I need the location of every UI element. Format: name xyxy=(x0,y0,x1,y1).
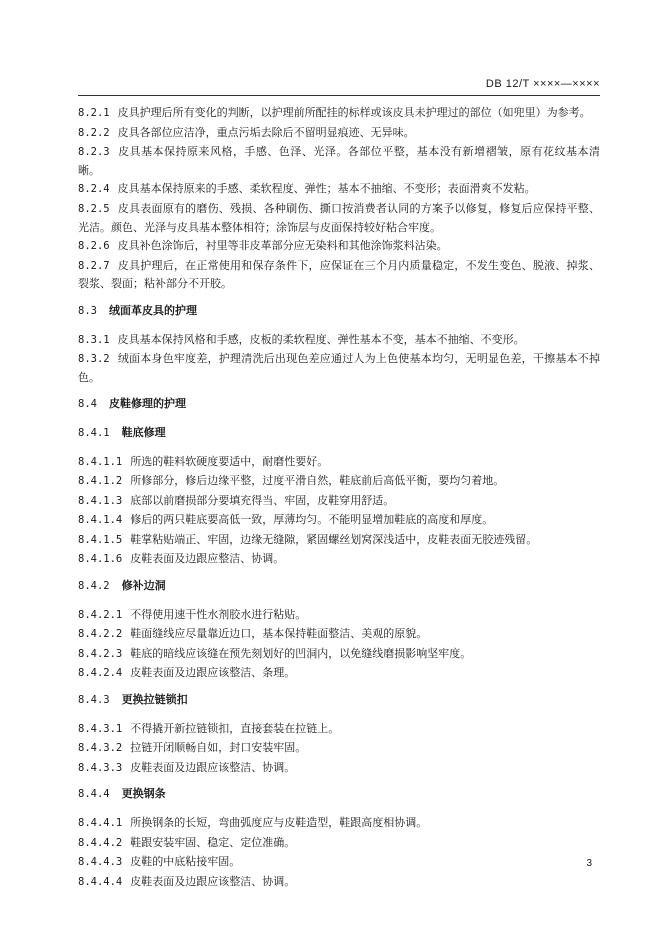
clause-paragraph xyxy=(78,834,600,853)
clause-number: 8.4.2 xyxy=(78,580,110,593)
clause-text: 皮鞋表面及边跟应该整洁、协调。 xyxy=(130,760,296,774)
clause-paragraph xyxy=(78,180,600,199)
subsection-heading xyxy=(78,691,600,710)
section-heading xyxy=(78,302,600,321)
clause-paragraph xyxy=(78,645,600,664)
clause-number: 8.4.2.4 xyxy=(78,667,123,680)
document-code: DB 12/T ××××—×××× xyxy=(485,78,600,90)
clause-number: 8.2.7 xyxy=(78,259,110,272)
clause-number: 8.2.1 xyxy=(78,107,110,119)
clause-text: 皮鞋修理的护理 xyxy=(108,397,186,411)
clause-text: 皮鞋的中底粘接牢固。 xyxy=(130,855,241,869)
clause-paragraph xyxy=(78,143,600,179)
clause-text: 皮具护理后，在正常使用和保存条件下，应保证在三个月内质量稳定，不发生变色、脱液、掉浆、裂浆、裂面；粘补部分不开胶。 xyxy=(78,258,600,291)
clause-text: 所修部分，修后边缘平整，过度平滑自然，鞋底前后高低平衡，要均匀着地。 xyxy=(130,474,505,488)
subsection-heading xyxy=(78,577,600,596)
clause-number: 8.4.2.1 xyxy=(78,608,123,621)
clause-text: 皮具基本保持风格和手感，皮板的柔软程度、弹性基本不变，基本不抽缩、不变形。 xyxy=(117,332,525,346)
clause-paragraph xyxy=(78,720,600,739)
page-number: 3 xyxy=(586,858,592,869)
clause-text: 不得撬开新拉链锁扣，直接套装在拉链上。 xyxy=(130,721,340,735)
clause-paragraph xyxy=(78,104,600,123)
clause-paragraph xyxy=(78,124,600,143)
clause-paragraph xyxy=(78,472,600,491)
clause-number: 8.4.1 xyxy=(78,426,110,439)
clause-text: 皮具表面原有的磨伤、残损、各种刷伤、撕口按消费者认同的方案予以修复，修复后应保持平整、光洁。颜色、光泽与皮具基本整体相符；涂饰层与皮面保持较好粘合牢度。 xyxy=(78,201,600,234)
clause-text: 皮具补色涂饰后，衬里等非皮革部分应无染料和其他涂饰浆料沾染。 xyxy=(117,239,448,253)
clause-paragraph xyxy=(78,873,600,892)
clause-number: 8.3 xyxy=(78,304,97,317)
clause-paragraph xyxy=(78,350,600,386)
clause-number: 8.4 xyxy=(78,398,97,411)
clause-text: 拉链开闭顺畅自如，封口安装牢固。 xyxy=(130,741,307,755)
clause-number: 8.4.2.3 xyxy=(78,647,123,660)
clause-paragraph xyxy=(78,625,600,644)
clause-text: 修补边洞 xyxy=(121,579,166,593)
clause-paragraph xyxy=(78,664,600,683)
clause-text: 鞋掌粘贴端正、牢固，边缘无缝隙，紧固螺丝划窝深浅适中，皮鞋表面无胶迹残留。 xyxy=(130,532,538,546)
clause-paragraph xyxy=(78,453,600,472)
clause-number: 8.2.2 xyxy=(78,126,110,139)
clause-number: 8.4.4.3 xyxy=(78,856,123,869)
clause-paragraph xyxy=(78,550,600,569)
subsection-heading xyxy=(78,424,600,443)
clause-text: 所换钢条的长短，弯曲弧度应与皮鞋造型，鞋跟高度相协调。 xyxy=(130,816,428,829)
clause-paragraph xyxy=(78,492,600,511)
clause-paragraph xyxy=(78,853,600,872)
clause-paragraph xyxy=(78,200,600,236)
clause-number: 8.4.3 xyxy=(78,694,110,707)
clause-paragraph xyxy=(78,814,600,833)
clause-paragraph xyxy=(78,531,600,550)
clause-text: 所选的鞋料软硬度要适中，耐磨性要好。 xyxy=(130,454,329,468)
clause-number: 8.4.3.3 xyxy=(78,761,123,774)
clause-number: 8.4.1.5 xyxy=(78,533,123,546)
header-rule xyxy=(78,95,600,96)
clause-paragraph xyxy=(78,511,600,530)
clause-paragraph xyxy=(78,237,600,256)
clause-text: 更换拉链锁扣 xyxy=(121,693,188,707)
clause-text: 不得使用速干性水剂胶水进行粘贴。 xyxy=(130,607,307,621)
clause-number: 8.4.1.6 xyxy=(78,553,123,566)
clause-text: 更换钢条 xyxy=(121,787,166,801)
clause-text: 绒面本身色牢度差，护理清洗后出现色差应通过人为上色使基本均匀，无明显色差，干擦基本不掉色。 xyxy=(78,352,600,384)
clause-text: 鞋底的暗线应该缝在预先刻划好的凹洞内，以免缝线磨损影响坚牢度。 xyxy=(130,646,472,660)
clause-text: 皮鞋表面及边跟应该整洁、条理。 xyxy=(130,666,296,680)
clause-paragraph xyxy=(78,759,600,778)
clause-number: 8.4.3.1 xyxy=(78,722,123,735)
clause-paragraph xyxy=(78,739,600,758)
clause-number: 8.4.4.2 xyxy=(78,836,123,849)
clause-text: 底部以前磨损部分要填充得当、牢固，皮鞋穿用舒适。 xyxy=(130,493,395,507)
clause-number: 8.4.4.1 xyxy=(78,817,123,829)
clause-text: 皮鞋表面及边跟应该整洁、协调。 xyxy=(130,874,296,888)
clause-number: 8.4.3.2 xyxy=(78,742,123,755)
clause-paragraph xyxy=(78,257,600,293)
clause-text: 皮具基本保持原来风格，手感、色泽、光泽。各部位平整，基本没有新增褶皱，原有花纹基本清晰。 xyxy=(78,145,600,177)
clause-number: 8.2.6 xyxy=(78,240,110,253)
clause-text: 绒面革皮具的护理 xyxy=(108,303,197,317)
clause-paragraph xyxy=(78,606,600,625)
clause-text: 皮具护理后所有变化的判断，以护理前所配挂的标样或该皮具未护理过的部位（如兜里）为参考。 xyxy=(117,106,591,119)
clause-number: 8.2.4 xyxy=(78,183,110,196)
clause-text: 皮具各部位应洁净，重点污垢去除后不留明显痕迹、无异味。 xyxy=(117,125,415,139)
clause-number: 8.4.4 xyxy=(78,788,110,801)
clause-number: 8.2.3 xyxy=(78,146,110,159)
clause-number: 8.4.4.4 xyxy=(78,875,123,888)
clause-number: 8.4.1.2 xyxy=(78,475,123,488)
section-heading xyxy=(78,395,600,414)
clause-text: 皮鞋表面及边跟应整洁、协调。 xyxy=(130,552,285,566)
clause-text: 修后的两只鞋底要高低一致，厚薄均匀。不能明显增加鞋底的高度和厚度。 xyxy=(130,513,494,527)
clause-number: 8.4.1.1 xyxy=(78,455,123,468)
clause-number: 8.4.1.3 xyxy=(78,494,123,507)
clause-number: 8.3.2 xyxy=(78,353,110,366)
clause-text: 皮具基本保持原来的手感、柔软程度、弹性；基本不抽缩、不变形；表面滑爽不发粘。 xyxy=(117,182,536,196)
clause-number: 8.3.1 xyxy=(78,333,110,346)
clause-text: 鞋面缝线应尽量靠近边口，基本保持鞋面整洁、美观的原貌。 xyxy=(130,627,428,641)
clause-paragraph xyxy=(78,331,600,350)
subsection-heading xyxy=(78,785,600,804)
clause-number: 8.4.2.2 xyxy=(78,628,123,641)
clause-text: 鞋底修理 xyxy=(121,425,166,439)
clause-text: 鞋跟安装牢固、稳定、定位准确。 xyxy=(130,835,296,849)
clause-number: 8.2.5 xyxy=(78,202,110,215)
document-body xyxy=(78,104,600,892)
clause-number: 8.4.1.4 xyxy=(78,514,123,527)
